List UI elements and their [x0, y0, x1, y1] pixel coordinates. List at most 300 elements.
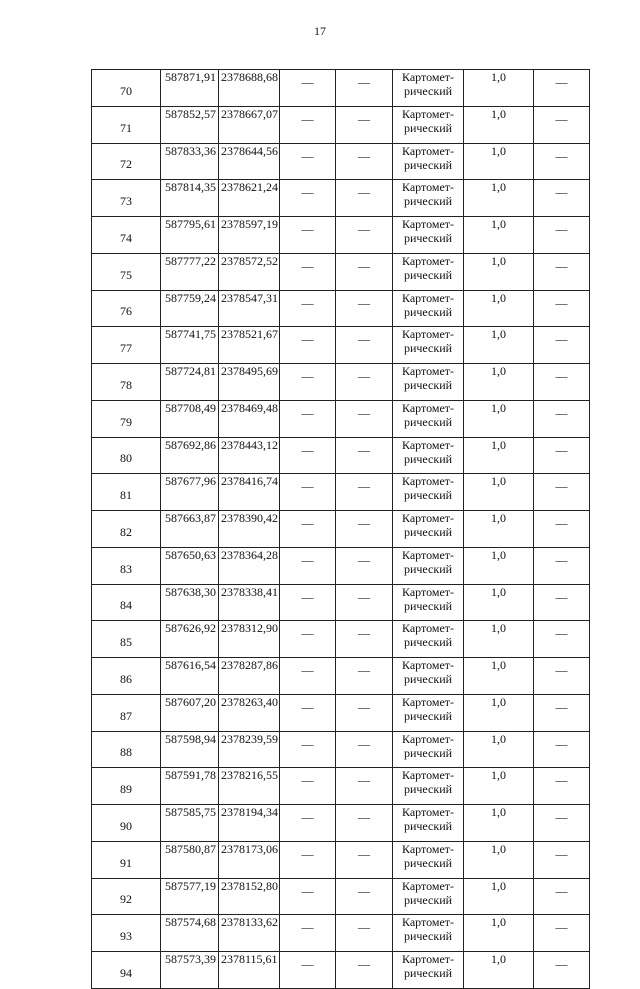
empty-cell-3: [534, 511, 590, 548]
empty-cell-1: [280, 474, 336, 511]
empty-cell-1: [280, 180, 336, 217]
accuracy-cell: 1,0: [464, 217, 534, 254]
method-line-2: рический: [403, 525, 453, 539]
empty-cell-2: [336, 952, 393, 989]
coordinate-x: 587724,81: [161, 364, 219, 401]
page-number: 17: [314, 24, 326, 38]
coordinate-x: 587795,61: [161, 217, 219, 254]
accuracy-cell: 1,0: [464, 106, 534, 143]
method-cell: [393, 768, 464, 805]
dash-text: —: [301, 405, 314, 420]
point-number: 77: [92, 327, 161, 364]
dash-text: —: [301, 148, 314, 163]
coordinate-x: 587708,49: [161, 400, 219, 437]
coordinate-x: 587577,19: [161, 878, 219, 915]
dash-text: —: [555, 957, 568, 971]
method-line-1: Картомет-: [401, 731, 455, 746]
table-row: [92, 584, 590, 621]
method-line-1: Картомет-: [401, 511, 455, 525]
empty-cell-3: [534, 805, 590, 842]
empty-cell-1: [280, 584, 336, 621]
accuracy-cell: 1,0: [464, 290, 534, 327]
coordinate-y: 2378547,31: [219, 290, 280, 327]
dash-text: —: [555, 552, 568, 567]
table-row: [92, 400, 590, 437]
accuracy-cell: 1,0: [464, 768, 534, 805]
dash-text: —: [555, 846, 568, 861]
point-number: 88: [92, 731, 161, 768]
method-cell: [393, 290, 464, 327]
accuracy-cell: 1,0: [464, 547, 534, 584]
dash-text: —: [358, 552, 370, 567]
table-row: [92, 658, 590, 695]
empty-cell-1: [280, 106, 336, 143]
empty-cell-2: [336, 437, 393, 474]
empty-cell-1: [280, 768, 336, 805]
empty-cell-3: [534, 327, 590, 364]
dash-text: —: [555, 258, 568, 273]
dash-text: —: [555, 222, 568, 236]
dash-text: —: [358, 442, 370, 457]
empty-cell-3: [534, 290, 590, 327]
method-line-2: рический: [403, 451, 453, 466]
method-line-1: Картомет-: [401, 217, 455, 231]
dash-text: —: [358, 957, 370, 971]
point-number: 80: [92, 437, 161, 474]
empty-cell-3: [534, 106, 590, 143]
empty-cell-2: [336, 805, 393, 842]
point-number: 75: [92, 253, 161, 290]
dash-text: —: [301, 626, 314, 641]
coordinate-y: 2378495,69: [219, 364, 280, 401]
accuracy-cell: 1,0: [464, 584, 534, 621]
coordinate-x: 587871,91: [161, 70, 219, 107]
dash-text: —: [358, 405, 370, 420]
method-line-2: рический: [403, 414, 453, 429]
empty-cell-1: [280, 915, 336, 952]
empty-cell-2: [336, 621, 393, 658]
empty-cell-2: [336, 731, 393, 768]
empty-cell-3: [534, 694, 590, 731]
dash-text: —: [555, 442, 568, 457]
dash-text: —: [301, 846, 314, 861]
empty-cell-2: [336, 878, 393, 915]
empty-cell-2: [336, 584, 393, 621]
accuracy-cell: 1,0: [464, 474, 534, 511]
method-line-1: Картомет-: [401, 437, 455, 452]
dash-text: —: [358, 699, 370, 714]
point-number: 72: [92, 143, 161, 180]
method-cell: [393, 621, 464, 658]
dash-text: —: [555, 773, 568, 788]
empty-cell-2: [336, 327, 393, 364]
empty-cell-3: [534, 364, 590, 401]
point-number: 85: [92, 621, 161, 658]
dash-text: —: [555, 920, 568, 935]
coordinate-y: 2378152,80: [219, 878, 280, 915]
coordinate-x: 587580,87: [161, 841, 219, 878]
dash-text: —: [358, 663, 370, 677]
dash-text: —: [301, 516, 314, 530]
coordinate-y: 2378644,56: [219, 143, 280, 180]
coordinate-x: 587607,20: [161, 694, 219, 731]
coordinate-y: 2378216,55: [219, 768, 280, 805]
empty-cell-1: [280, 878, 336, 915]
dash-text: —: [301, 369, 314, 383]
accuracy-cell: 1,0: [464, 437, 534, 474]
dash-text: —: [358, 332, 370, 347]
dash-text: —: [555, 295, 568, 310]
table-row: [92, 180, 590, 217]
method-line-2: рический: [403, 782, 453, 797]
coordinate-x: 587663,87: [161, 511, 219, 548]
method-cell: [393, 70, 464, 107]
method-line-2: рический: [403, 672, 453, 686]
method-line-2: рический: [403, 745, 453, 760]
point-number: 86: [92, 658, 161, 695]
dash-text: —: [358, 920, 370, 935]
empty-cell-2: [336, 364, 393, 401]
method-line-1: Картомет-: [401, 915, 455, 930]
dash-text: —: [301, 810, 314, 824]
coordinate-y: 2378667,07: [219, 106, 280, 143]
method-line-1: Картомет-: [401, 621, 455, 636]
method-cell: [393, 474, 464, 511]
empty-cell-3: [534, 143, 590, 180]
table-row: [92, 768, 590, 805]
method-cell: [393, 106, 464, 143]
coordinate-x: 587833,36: [161, 143, 219, 180]
dash-text: —: [358, 589, 370, 604]
accuracy-cell: 1,0: [464, 731, 534, 768]
method-line-1: Картомет-: [401, 841, 455, 856]
coordinate-x: 587616,54: [161, 658, 219, 695]
dash-text: —: [301, 332, 314, 347]
empty-cell-1: [280, 364, 336, 401]
method-cell: [393, 878, 464, 915]
method-cell: [393, 180, 464, 217]
accuracy-cell: 1,0: [464, 805, 534, 842]
empty-cell-1: [280, 658, 336, 695]
empty-cell-3: [534, 915, 590, 952]
coordinate-x: 587626,92: [161, 621, 219, 658]
dash-text: —: [555, 369, 568, 383]
empty-cell-2: [336, 547, 393, 584]
coordinate-y: 2378364,28: [219, 547, 280, 584]
dash-text: —: [358, 222, 370, 236]
dash-text: —: [301, 295, 314, 310]
empty-cell-1: [280, 327, 336, 364]
empty-cell-1: [280, 400, 336, 437]
coordinate-y: 2378572,52: [219, 253, 280, 290]
empty-cell-2: [336, 915, 393, 952]
coordinate-x: 587573,39: [161, 952, 219, 989]
dash-text: —: [358, 148, 370, 163]
table-row: [92, 327, 590, 364]
empty-cell-2: [336, 143, 393, 180]
accuracy-cell: 1,0: [464, 658, 534, 695]
method-cell: [393, 327, 464, 364]
point-number: 78: [92, 364, 161, 401]
coordinate-x: 587638,30: [161, 584, 219, 621]
coordinate-y: 2378521,67: [219, 327, 280, 364]
coordinate-x: 587852,57: [161, 106, 219, 143]
method-line-1: Картомет-: [401, 327, 455, 342]
empty-cell-1: [280, 217, 336, 254]
table-row: [92, 805, 590, 842]
dash-text: —: [358, 369, 370, 383]
method-line-2: рический: [403, 157, 453, 172]
method-line-2: рический: [403, 855, 453, 870]
table-row: [92, 841, 590, 878]
method-cell: [393, 841, 464, 878]
dash-text: —: [358, 736, 370, 751]
method-line-1: Картомет-: [401, 474, 455, 489]
accuracy-cell: 1,0: [464, 364, 534, 401]
method-line-2: рический: [403, 304, 453, 319]
method-line-2: рический: [403, 120, 453, 135]
method-cell: [393, 143, 464, 180]
empty-cell-2: [336, 400, 393, 437]
table-row: [92, 952, 590, 989]
table-row: [92, 511, 590, 548]
point-number: 93: [92, 915, 161, 952]
table-row: [92, 694, 590, 731]
dash-text: —: [301, 185, 314, 200]
coordinate-y: 2378133,62: [219, 915, 280, 952]
coordinate-y: 2378443,12: [219, 437, 280, 474]
dash-text: —: [555, 479, 568, 494]
empty-cell-1: [280, 805, 336, 842]
dash-text: —: [301, 479, 314, 494]
table-row: [92, 915, 590, 952]
empty-cell-3: [534, 253, 590, 290]
method-line-1: Картомет-: [401, 364, 455, 378]
method-line-2: рический: [403, 929, 453, 944]
empty-cell-2: [336, 70, 393, 107]
method-line-1: Картомет-: [401, 70, 455, 84]
dash-text: —: [555, 148, 568, 163]
method-cell: [393, 805, 464, 842]
empty-cell-2: [336, 217, 393, 254]
method-line-1: Картомет-: [401, 290, 455, 305]
dash-text: —: [358, 883, 370, 898]
accuracy-cell: 1,0: [464, 952, 534, 989]
method-line-2: рический: [403, 635, 453, 650]
point-number: 91: [92, 841, 161, 878]
coordinates-table: [91, 69, 590, 989]
method-cell: [393, 547, 464, 584]
coordinate-x: 587650,63: [161, 547, 219, 584]
method-line-1: Картомет-: [401, 547, 455, 562]
method-line-2: рический: [403, 966, 453, 980]
empty-cell-2: [336, 106, 393, 143]
accuracy-cell: 1,0: [464, 70, 534, 107]
dash-text: —: [358, 810, 370, 824]
point-number: 84: [92, 584, 161, 621]
empty-cell-3: [534, 400, 590, 437]
empty-cell-1: [280, 70, 336, 107]
dash-text: —: [301, 552, 314, 567]
method-cell: [393, 658, 464, 695]
empty-cell-2: [336, 474, 393, 511]
accuracy-cell: 1,0: [464, 915, 534, 952]
dash-text: —: [301, 589, 314, 604]
empty-cell-1: [280, 547, 336, 584]
accuracy-cell: 1,0: [464, 400, 534, 437]
dash-text: —: [301, 699, 314, 714]
empty-cell-1: [280, 290, 336, 327]
dash-text: —: [555, 699, 568, 714]
method-cell: [393, 253, 464, 290]
table-row: [92, 621, 590, 658]
dash-text: —: [555, 405, 568, 420]
dash-text: —: [555, 626, 568, 641]
empty-cell-3: [534, 547, 590, 584]
empty-cell-1: [280, 143, 336, 180]
coordinate-y: 2378194,34: [219, 805, 280, 842]
dash-text: —: [358, 479, 370, 494]
dash-text: —: [555, 516, 568, 530]
method-line-2: рический: [403, 561, 453, 576]
method-line-2: рический: [403, 598, 453, 613]
method-cell: [393, 584, 464, 621]
table-row: [92, 437, 590, 474]
accuracy-cell: 1,0: [464, 841, 534, 878]
empty-cell-1: [280, 952, 336, 989]
empty-cell-3: [534, 180, 590, 217]
empty-cell-3: [534, 731, 590, 768]
point-number: 79: [92, 400, 161, 437]
method-line-1: Картомет-: [401, 658, 455, 672]
method-cell: [393, 400, 464, 437]
coordinate-y: 2378390,42: [219, 511, 280, 548]
point-number: 90: [92, 805, 161, 842]
empty-cell-2: [336, 658, 393, 695]
point-number: 82: [92, 511, 161, 548]
table-row: [92, 217, 590, 254]
method-line-2: рический: [403, 84, 453, 98]
method-cell: [393, 364, 464, 401]
method-cell: [393, 952, 464, 989]
empty-cell-3: [534, 878, 590, 915]
empty-cell-2: [336, 694, 393, 731]
table-row: [92, 70, 590, 107]
method-line-2: рический: [403, 267, 453, 282]
dash-text: —: [358, 75, 370, 89]
dash-text: —: [301, 957, 314, 971]
accuracy-cell: 1,0: [464, 511, 534, 548]
empty-cell-3: [534, 658, 590, 695]
coordinate-y: 2378621,24: [219, 180, 280, 217]
point-number: 89: [92, 768, 161, 805]
coordinate-y: 2378338,41: [219, 584, 280, 621]
empty-cell-1: [280, 841, 336, 878]
empty-cell-3: [534, 584, 590, 621]
point-number: 83: [92, 547, 161, 584]
point-number: 71: [92, 106, 161, 143]
dash-text: —: [358, 258, 370, 273]
coordinate-y: 2378115,61: [219, 952, 280, 989]
coordinate-y: 2378312,90: [219, 621, 280, 658]
empty-cell-3: [534, 70, 590, 107]
dash-text: —: [301, 442, 314, 457]
point-number: 92: [92, 878, 161, 915]
table-row: [92, 106, 590, 143]
table-row: [92, 290, 590, 327]
coordinate-x: 587814,35: [161, 180, 219, 217]
empty-cell-1: [280, 437, 336, 474]
dash-text: —: [555, 75, 568, 89]
dash-text: —: [555, 736, 568, 751]
empty-cell-3: [534, 621, 590, 658]
coordinate-y: 2378263,40: [219, 694, 280, 731]
empty-cell-3: [534, 437, 590, 474]
table-row: [92, 878, 590, 915]
method-line-2: рический: [403, 488, 453, 503]
method-line-1: Картомет-: [401, 253, 455, 268]
empty-cell-3: [534, 952, 590, 989]
method-line-1: Картомет-: [401, 143, 455, 158]
method-line-1: Картомет-: [401, 584, 455, 599]
empty-cell-2: [336, 253, 393, 290]
dash-text: —: [301, 258, 314, 273]
method-cell: [393, 915, 464, 952]
empty-cell-2: [336, 290, 393, 327]
table-row: [92, 547, 590, 584]
method-line-1: Картомет-: [401, 400, 455, 415]
dash-text: —: [358, 626, 370, 641]
table-row: [92, 474, 590, 511]
coordinate-x: 587777,22: [161, 253, 219, 290]
coordinate-y: 2378469,48: [219, 400, 280, 437]
dash-text: —: [301, 736, 314, 751]
coordinate-x: 587598,94: [161, 731, 219, 768]
accuracy-cell: 1,0: [464, 253, 534, 290]
table-row: [92, 731, 590, 768]
method-line-1: Картомет-: [401, 768, 455, 783]
point-number: 87: [92, 694, 161, 731]
point-number: 74: [92, 217, 161, 254]
accuracy-cell: 1,0: [464, 694, 534, 731]
empty-cell-2: [336, 511, 393, 548]
coordinate-x: 587677,96: [161, 474, 219, 511]
coordinate-y: 2378597,19: [219, 217, 280, 254]
empty-cell-3: [534, 217, 590, 254]
empty-cell-2: [336, 180, 393, 217]
accuracy-cell: 1,0: [464, 878, 534, 915]
empty-cell-1: [280, 621, 336, 658]
dash-text: —: [555, 111, 568, 126]
dash-text: —: [358, 185, 370, 200]
dash-text: —: [555, 332, 568, 347]
accuracy-cell: 1,0: [464, 327, 534, 364]
empty-cell-3: [534, 841, 590, 878]
empty-cell-1: [280, 694, 336, 731]
method-line-1: Картомет-: [401, 180, 455, 195]
coordinate-y: 2378287,86: [219, 658, 280, 695]
dash-text: —: [555, 810, 568, 824]
dash-text: —: [555, 663, 568, 677]
coordinate-x: 587741,75: [161, 327, 219, 364]
method-line-2: рический: [403, 892, 453, 907]
accuracy-cell: 1,0: [464, 180, 534, 217]
method-cell: [393, 217, 464, 254]
dash-text: —: [301, 222, 314, 236]
dash-text: —: [301, 75, 314, 89]
dash-text: —: [301, 773, 314, 788]
coordinate-y: 2378173,06: [219, 841, 280, 878]
